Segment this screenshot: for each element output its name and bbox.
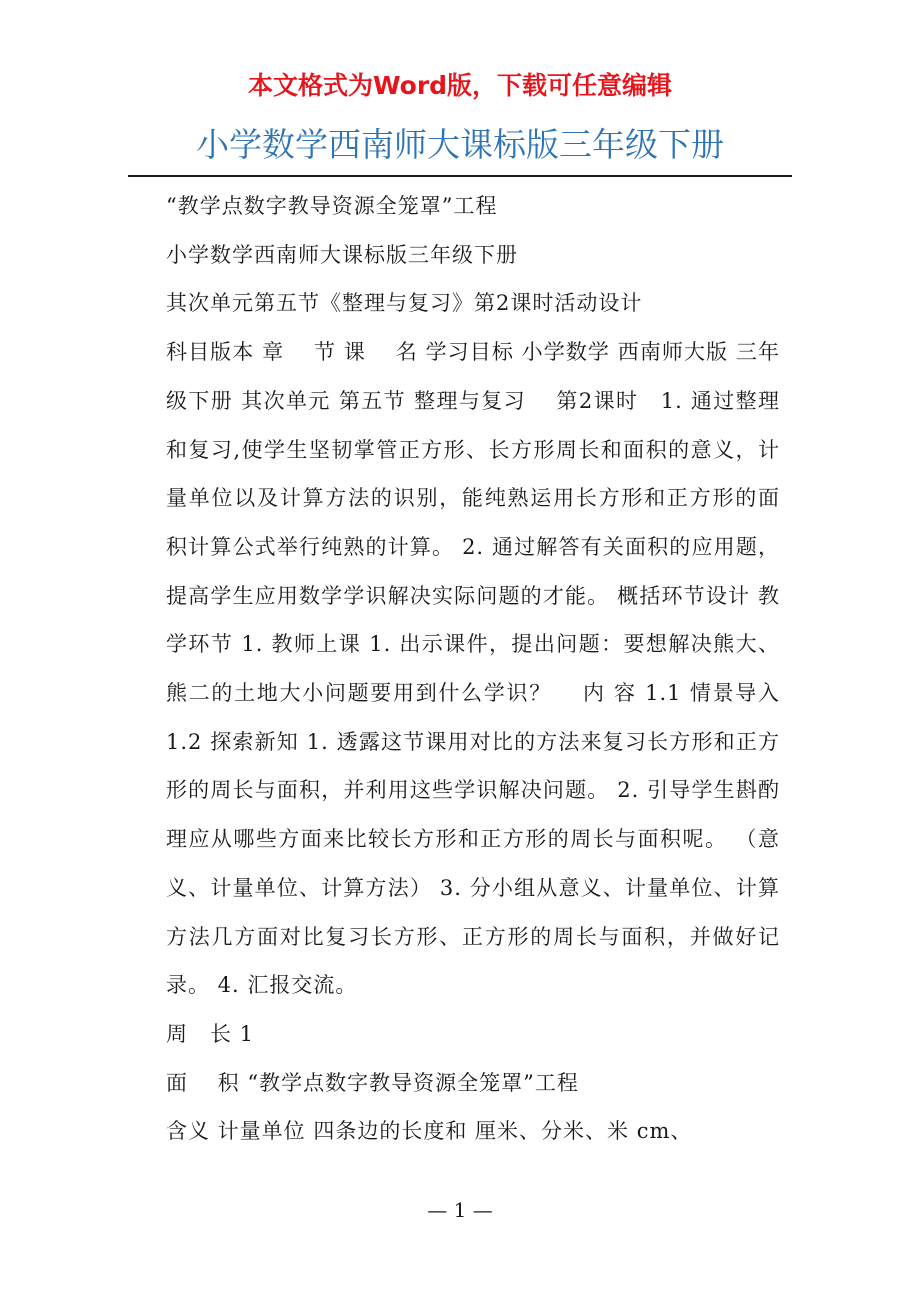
download-banner: 本文格式为Word版，下载可任意编辑: [247, 71, 673, 100]
table-row-meaning: 含义 计量单位 四条边的长度和 厘米、分米、米 cm、: [166, 1119, 693, 1144]
document-body: [140, 182, 810, 1156]
area-heading: 面 积 “教学点数字教导资源全笼罩”工程: [166, 1070, 579, 1095]
lesson-plan-paragraph: 科目版本 章 节 课 名 学习目标 小学数学 西南师大版 三年级下册 其次单元 第五节 整理与复习 第2课时 1. 通过整理和复习,使学生坚韧掌管正方形、长方形周长和面积的意义，计量单位以及计算方法的识别，能纯熟运用长方形和正方形的面积计算公式举行纯熟的计算。 2. 通过解答有关面积的应用题，提高学生应用数学学识解决实际问题的才能。 概括环节设计 教学环节 1. 教师上课 1. 出示课件，提出问题：要想解决熊大、熊二的土地大小问题要用到什么学识？ 内 容 1.1 情景导入 1.2 探索新知 1. 透露这节课用对比的方法来复习长方形和正方形的周长与面积，并利用这些学识解决问题。 2. 引导学生斟酌理应从哪些方面来比较长方形和正方形的周长与面积呢。 （意义、计量单位、计算方法） 3. 分小组从意义、计量单位、计算方法几方面对比复习长方形、正方形的周长与面积，并做好记录。 4. 汇报交流。: [166, 340, 810, 998]
document-title: 小学数学西南师大课标版三年级下册: [196, 125, 724, 164]
page-number: — 1 —: [427, 1198, 493, 1222]
lesson-title-line: 其次单元第五节《整理与复习》第2课时活动设计: [166, 291, 643, 316]
header-divider: [128, 175, 792, 177]
course-line: 小学数学西南师大课标版三年级下册: [166, 242, 518, 267]
project-name-line: “教学点数字教导资源全笼罩”工程: [166, 194, 498, 218]
perimeter-heading: 周 长 1: [166, 1021, 255, 1046]
